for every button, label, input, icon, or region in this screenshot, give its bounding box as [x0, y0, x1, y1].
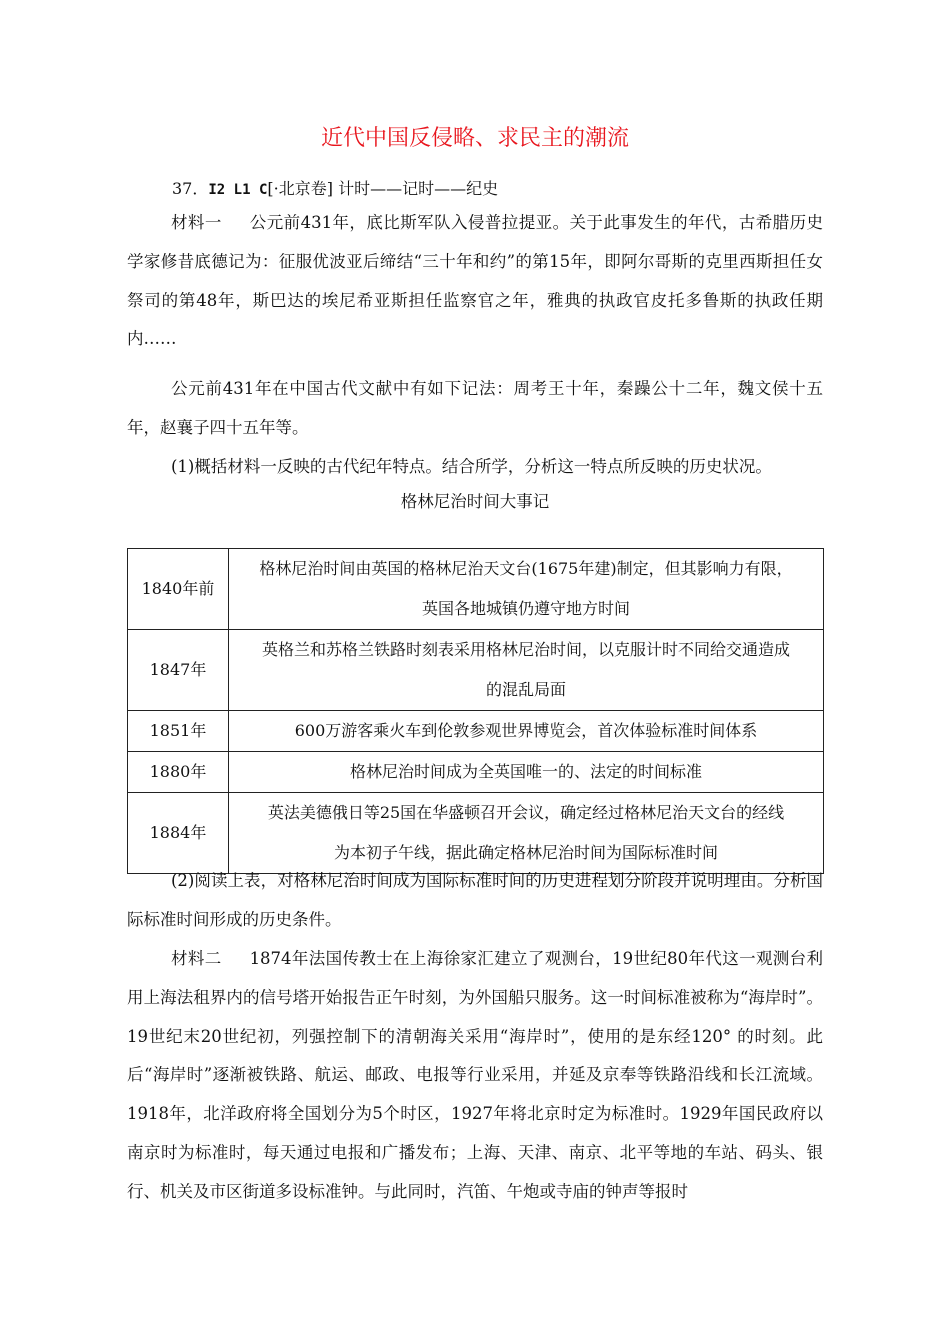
material2-text: 1874年法国传教士在上海徐家汇建立了观测台，19世纪80年代这一观测台利用上海法租界内的信号塔开始报告正午时刻，为外国船只服务。这一时间标准被称为“海岸时”。19世纪末20世纪初，列强控制下的清朝海关采用“海岸时”，使用的是东经120° 的时刻。此后“海岸时”逐渐被铁路、航运、邮政、电报等行业采用，并延及京奉等铁路沿线和长江流域。1918年，北洋政府将全国划分为5个时区，1927年将北京时定为标准时。1929年国民政府以南京时为标准时，每天通过电报和广播发布；上海、天津、南京、北平等地的车站、码头、银行、机关及市区街道多设标准钟。与此同时，汽笛、午炮或寺庙的钟声等报时: [127, 949, 824, 1201]
material1-paragraph: [127, 204, 823, 359]
events-table: [127, 548, 824, 874]
table-year-cell: 1840年前: [128, 549, 229, 630]
question1-text: (1)概括材料一反映的古代纪年特点。结合所学，分析这一特点所反映的历史状况。: [171, 457, 772, 476]
table-row: [128, 711, 824, 752]
table-desc-cell: 格林尼治时间成为全英国唯一的、法定的时间标准: [229, 752, 824, 793]
desc-line: 格林尼治时间由英国的格林尼治天文台(1675年建)制定，但其影响力有限，: [259, 559, 793, 578]
material1-label: 材料一: [171, 213, 222, 232]
table-year-cell: 1880年: [128, 752, 229, 793]
table-desc-cell: [229, 549, 824, 630]
table-desc-cell: 600万游客乘火车到伦敦参观世界博览会，首次体验标准时间体系: [229, 711, 824, 752]
table-row: [128, 549, 824, 630]
question2-text: (2)阅读上表，对格林尼治时间成为国际标准时间的历史进程划分阶段并说明理由。分析国际标准时间形成的历史条件。: [127, 871, 823, 929]
question-source: [·北京卷]: [267, 179, 333, 198]
material1-paragraph2: 公元前431年在中国古代文献中有如下记法：周考王十年，秦躁公十二年，魏文侯十五年，赵襄子四十五年等。: [127, 379, 823, 437]
table-year-cell: 1851年: [128, 711, 229, 752]
table-row: [128, 752, 824, 793]
page-title: 近代中国反侵略、求民主的潮流: [320, 126, 629, 151]
material1-text: 公元前431年，底比斯军队入侵普拉提亚。关于此事发生的年代，古希腊历史学家修昔底德记为：征服优波亚后缔结“三十年和约”的第15年，即阿尔哥斯的克里西斯担任女祭司的第48年，斯巴达的埃尼希亚斯担任监察官之年，雅典的执政官皮托多鲁斯的执政任期内……: [127, 213, 824, 349]
material2-paragraph: [127, 940, 823, 1212]
question-header: [172, 176, 498, 199]
table-row: [128, 630, 824, 711]
table-desc-cell: [229, 630, 824, 711]
table-year-cell: 1884年: [128, 793, 229, 874]
material2-label: 材料二: [171, 949, 222, 968]
question-topic: 计时——记时——纪史: [338, 179, 499, 198]
question-codes: I2 L1 C: [208, 182, 268, 198]
desc-line: 的混乱局面: [485, 680, 566, 699]
desc-line: 英法美德俄日等25国在华盛顿召开会议，确定经过格林尼治天文台的经线: [267, 803, 785, 822]
table-year-cell: 1847年: [128, 630, 229, 711]
desc-line: 为本初子午线，据此确定格林尼治时间为国际标准时间: [333, 843, 718, 862]
question-number: 37．: [172, 179, 209, 198]
desc-line: 英国各地城镇仍遵守地方时间: [421, 599, 630, 618]
desc-line: 英格兰和苏格兰铁路时刻表采用格林尼治时间，以克服计时不同给交通造成: [261, 640, 790, 659]
table-caption: 格林尼治时间大事记: [400, 492, 550, 511]
